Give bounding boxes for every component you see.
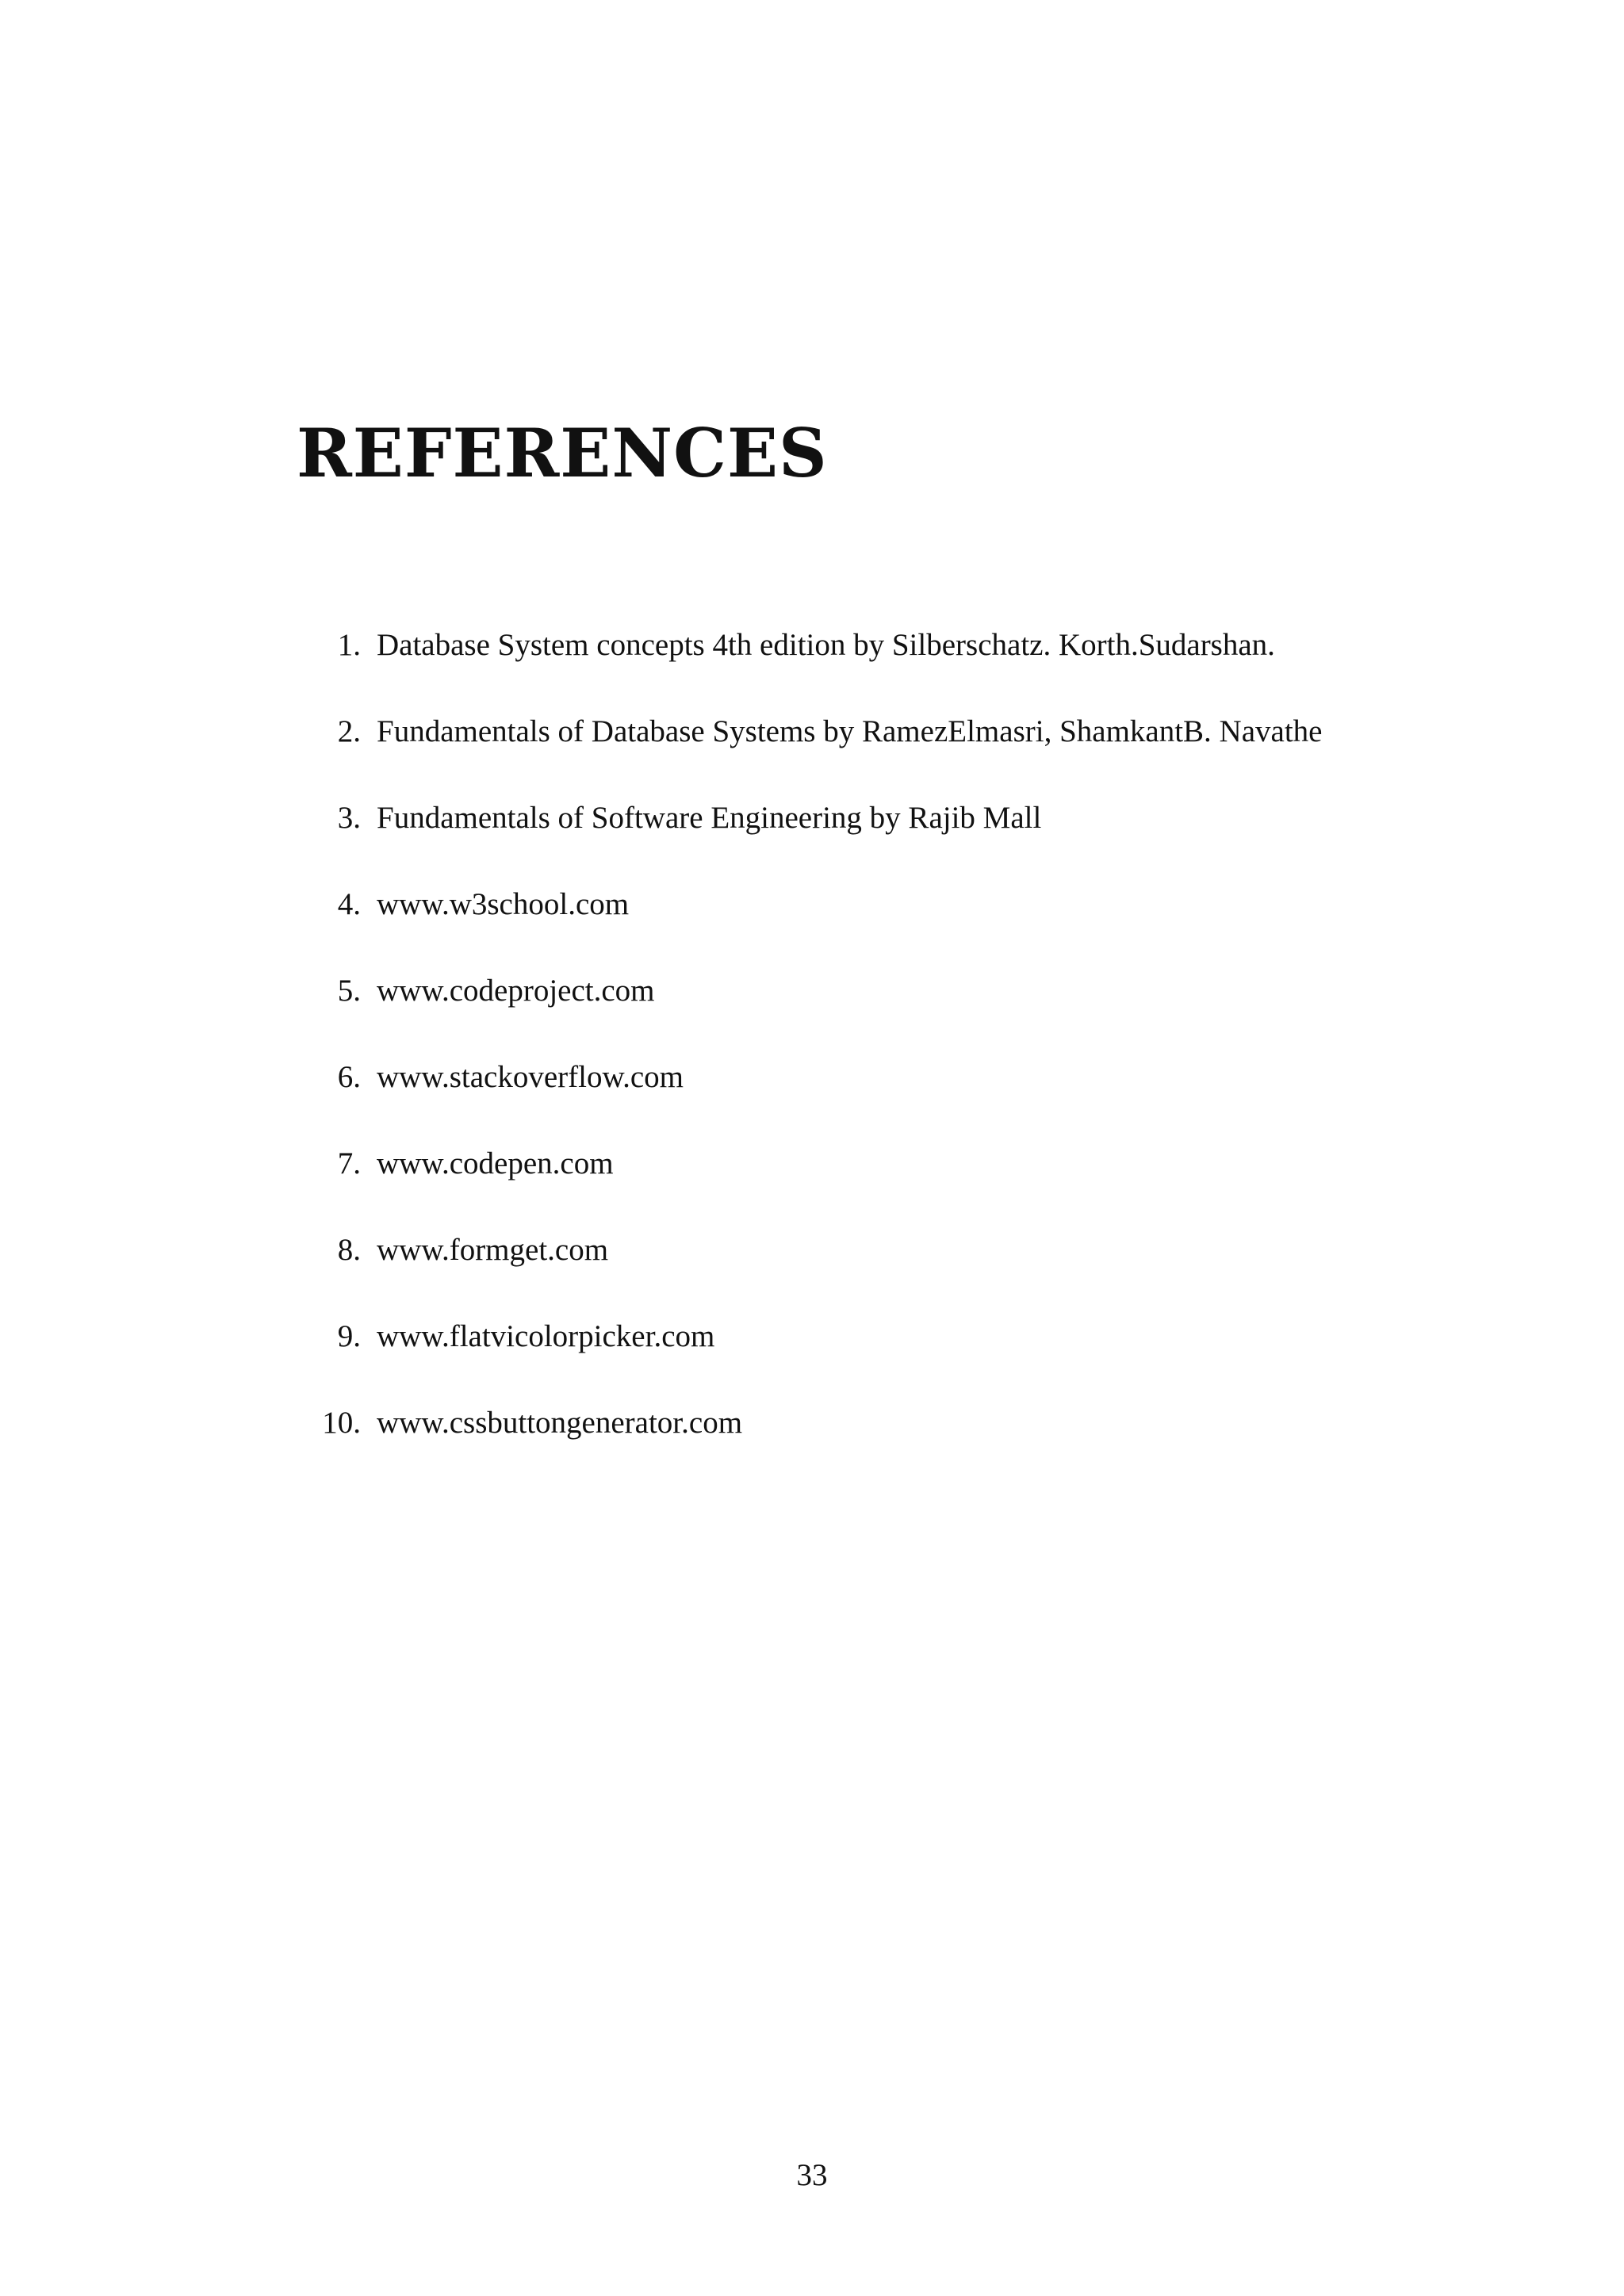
reference-text: www.codeproject.com — [377, 974, 655, 1008]
reference-item — [0, 1145, 1624, 1231]
reference-number: 5. — [337, 974, 361, 1008]
reference-number: 6. — [337, 1060, 361, 1094]
reference-number: 2. — [337, 714, 361, 748]
reference-number: 4. — [337, 887, 361, 921]
reference-text: www.flatvicolorpicker.com — [377, 1319, 715, 1353]
reference-item — [0, 972, 1624, 1058]
reference-text: Fundamentals of Software Engineering by Rajib Mall — [377, 801, 1042, 835]
reference-list — [0, 626, 1624, 1490]
reference-number: 3. — [337, 801, 361, 835]
reference-number: 7. — [337, 1146, 361, 1181]
reference-item — [0, 1231, 1624, 1318]
reference-text: www.formget.com — [377, 1233, 609, 1267]
page-number: 33 — [796, 2158, 828, 2192]
reference-text: www.stackoverflow.com — [377, 1060, 684, 1094]
page-heading: REFERENCES — [297, 414, 828, 492]
reference-item — [0, 1404, 1624, 1490]
reference-item — [0, 713, 1624, 799]
reference-text: Database System concepts 4th edition by Silberschatz. Korth.Sudarshan. — [377, 628, 1275, 662]
reference-item — [0, 1058, 1624, 1145]
reference-number: 8. — [337, 1233, 361, 1267]
reference-item — [0, 799, 1624, 886]
reference-number: 1. — [337, 628, 361, 662]
reference-item — [0, 626, 1624, 713]
reference-item — [0, 886, 1624, 972]
reference-number: 10. — [322, 1406, 361, 1440]
reference-text: Fundamentals of Database Systems by RamezElmasri, ShamkantB. Navathe — [377, 714, 1323, 748]
reference-item — [0, 1318, 1624, 1404]
reference-number: 9. — [337, 1319, 361, 1353]
reference-text: www.codepen.com — [377, 1146, 614, 1181]
reference-text: www.cssbuttongenerator.com — [377, 1406, 743, 1440]
reference-text: www.w3school.com — [377, 887, 630, 921]
